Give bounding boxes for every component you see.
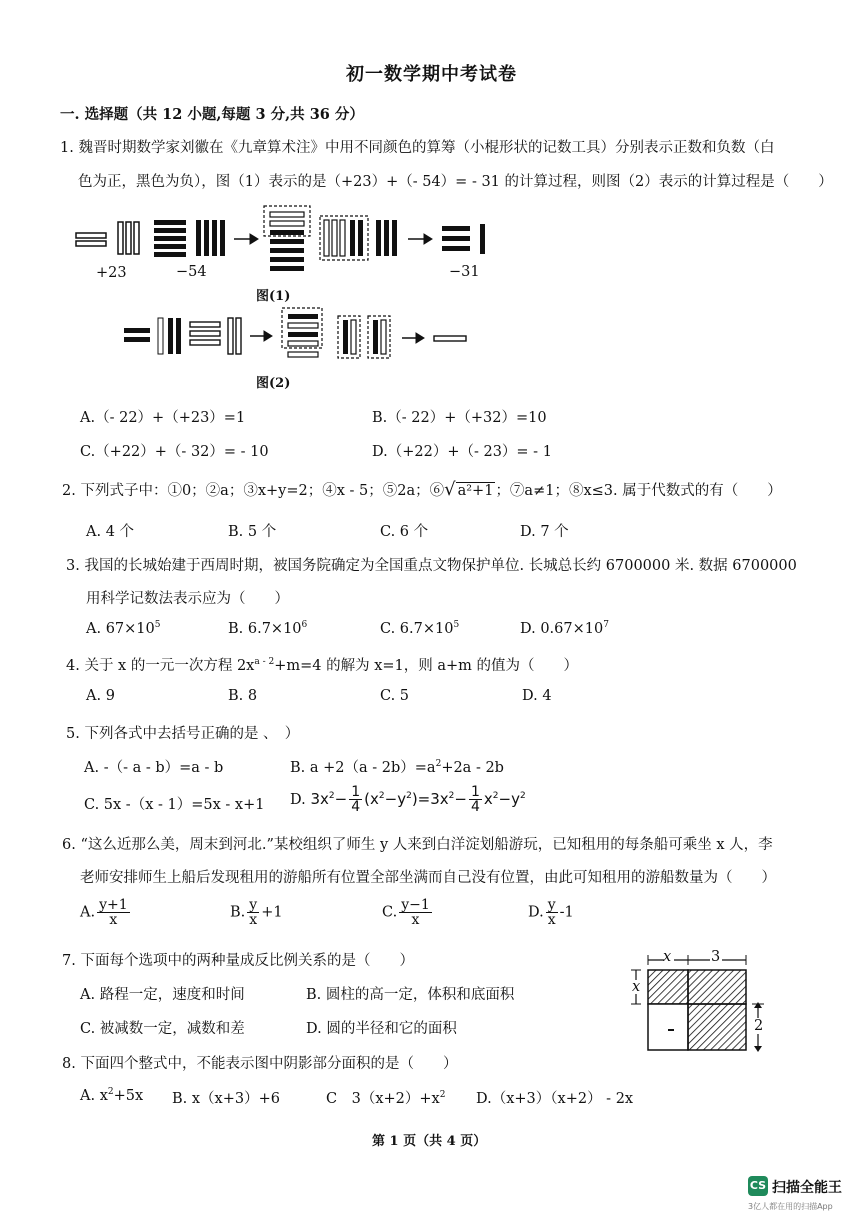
page-title: 初一数学期中考试卷 [346, 64, 517, 85]
q4-option-d[interactable]: D. 4 [522, 688, 552, 704]
q6-b-label: B. [230, 904, 246, 921]
q5-d-frac-num: 1 [351, 784, 361, 800]
q8-a-pre: A. x [80, 1087, 108, 1104]
rods-group-a [124, 318, 181, 354]
scanner-watermark [748, 1176, 858, 1220]
q5-d-e3: 2 [406, 791, 412, 801]
q6-a-label: A. [80, 904, 96, 921]
q6-stem-line1: 6. “这么近那么美，周末到河北.”某校组织了师生 y 人来到白洋淀划船游玩，已知租用的每条船可乘坐 x 人，李 [62, 837, 773, 853]
q3-stem-line2: 用科学记数法表示应为（ ） [86, 591, 289, 607]
q4-stem [66, 654, 578, 675]
area-diagram [626, 950, 776, 1060]
q5-d-p6: − [454, 790, 467, 808]
q4-option-a[interactable]: A. 9 [86, 688, 115, 704]
q4-option-c[interactable]: C. 5 [380, 688, 410, 704]
q6-a-fraction [97, 898, 130, 927]
arrow-icon [250, 331, 272, 341]
figure-label-right-2: 2 [754, 1018, 764, 1034]
q6-option-d[interactable] [528, 898, 574, 927]
q2-stem-post: ；⑦a≠1；⑧x≤3. 属于代数式的有（ ） [495, 483, 782, 499]
sqrt-icon: √ [444, 479, 456, 500]
q8-option-a[interactable] [80, 1087, 143, 1104]
q5-d-frac2-den: 4 [470, 799, 480, 815]
q3-option-a-exp: 5 [154, 620, 161, 630]
q5-d-frac2-num: 1 [470, 784, 480, 800]
q6-d-label: D. [528, 904, 544, 921]
q6-b-fraction [247, 898, 259, 927]
q6-option-c[interactable] [382, 898, 434, 927]
q1-option-d[interactable]: D.（+22）+（- 23）= - 1 [372, 444, 552, 460]
q4-stem-post: +m=4 的解为 x=1，则 a+m 的值为（ ） [274, 658, 579, 674]
fig1-label-negative-31: −31 [449, 264, 480, 280]
camscanner-logo-icon: CS [748, 1176, 768, 1196]
q5-d-e6: 2 [519, 791, 526, 801]
q5-d-frac-den: 4 [351, 799, 361, 815]
fig1-label-positive-23: +23 [96, 265, 127, 281]
q3-option-c-exp: 5 [453, 620, 460, 630]
q5-option-b[interactable] [290, 756, 504, 777]
figure-label-top-3: 3 [711, 949, 721, 965]
q8-a-post: +5x [113, 1087, 144, 1104]
q8-option-c[interactable] [326, 1087, 445, 1108]
q5-option-a[interactable]: A. -（- a - b）=a - b [84, 760, 224, 776]
q7-option-b[interactable]: B. 圆柱的高一定，体积和底面积 [306, 987, 515, 1003]
q2-option-c[interactable]: C. 6 个 [380, 524, 429, 540]
q5-d-e4: 2 [448, 791, 455, 801]
q8-stem: 8. 下面四个整式中，不能表示图中阴影部分面积的是（ ） [62, 1056, 458, 1072]
figure-label-top-x: x [663, 949, 672, 965]
q3-option-b[interactable] [228, 620, 307, 637]
q6-d-num: y [547, 897, 556, 913]
q5-stem: 5. 下列各式中去括号正确的是 、 ） [66, 726, 300, 742]
q5-option-d[interactable] [290, 785, 526, 814]
q6-b-den: x [249, 912, 258, 928]
page-footer: 第 1 页（共 4 页） [372, 1134, 487, 1149]
q2-option-d[interactable]: D. 7 个 [520, 524, 569, 540]
scanner-app-name: 扫描全能王 [772, 1180, 842, 1196]
q2-sqrt-content: a²+1 [457, 483, 494, 499]
q6-b-num: y [249, 897, 258, 913]
rods-negative-54 [154, 220, 225, 257]
q3-option-a-base: A. 67×10 [86, 620, 155, 637]
q4-option-b[interactable]: B. 8 [228, 688, 258, 704]
q6-c-num: y−1 [401, 897, 430, 913]
q4-exponent: a - 2 [254, 657, 275, 668]
q6-b-tail: +1 [261, 904, 283, 921]
fig1-caption: 图(1) [256, 289, 291, 304]
q8-a-exp: 2 [107, 1087, 114, 1097]
q6-d-fraction [546, 898, 558, 927]
q2-option-b[interactable]: B. 5 个 [228, 524, 277, 540]
q5-d-p5: )=3x [411, 790, 449, 808]
rods-combination-1 [264, 206, 397, 271]
q1-option-a[interactable]: A.（- 22）+（+23）=1 [80, 410, 246, 426]
q5-d-fraction-2 [469, 785, 482, 814]
q1-stem-line1: 1. 魏晋时期数学家刘徽在《九章算术注》中用不同颜色的算筹（小棍形状的记数工具）分别表示正数和负数（白 [60, 140, 775, 156]
q6-option-a[interactable] [80, 898, 132, 927]
q1-stem-line2: 色为正，黑色为负），图（1）表示的是（+23）+（- 54）= - 31 的计算过程，则图（2）表示的计算过程是（ ） [78, 174, 833, 190]
q6-c-den: x [411, 912, 420, 928]
q3-option-b-exp: 6 [301, 620, 308, 630]
fig1-label-negative-54: −54 [176, 264, 207, 280]
q3-option-d-exp: 7 [603, 620, 609, 630]
figure-label-left-x: x [632, 979, 641, 995]
q6-a-den: x [109, 912, 118, 928]
q3-option-b-base: B. 6.7×10 [228, 620, 302, 637]
rods-group-b [190, 318, 241, 354]
q2-option-a[interactable]: A. 4 个 [86, 524, 135, 540]
q6-c-label: C. [382, 904, 398, 921]
q3-option-c-base: C. 6.7×10 [380, 620, 454, 637]
q5-option-c[interactable]: C. 5x -（x - 1）=5x - x+1 [84, 797, 265, 813]
q2-stem-pre: 2. 下列式子中：①0；②a；③x+y=2；④x - 5；⑤2a；⑥ [62, 483, 445, 499]
rods-positive-23 [76, 222, 139, 254]
q3-option-d[interactable] [520, 620, 609, 637]
q3-option-a[interactable] [86, 620, 160, 637]
rods-combination-2 [282, 308, 390, 358]
q6-c-fraction [399, 898, 432, 927]
arrow-icon [402, 333, 424, 343]
q5-d-p8: −y [498, 790, 520, 808]
q5-d-p3: (x [364, 790, 379, 808]
q7-option-c[interactable]: C. 被减数一定，减数和差 [80, 1021, 245, 1037]
q6-d-den: x [547, 912, 556, 928]
q5-d-e2: 2 [378, 791, 385, 801]
rods-result-31 [442, 224, 485, 254]
q6-option-b[interactable] [230, 898, 283, 927]
q7-option-a[interactable]: A. 路程一定，速度和时间 [80, 987, 245, 1003]
q1-option-c[interactable]: C.（+22）+（- 32）= - 10 [80, 444, 269, 460]
q3-option-d-base: D. 0.67×10 [520, 620, 604, 637]
q2-stem [62, 479, 782, 500]
q3-option-c[interactable] [380, 620, 459, 637]
q8-option-d[interactable]: D.（x+3）（x+2） - 2x [476, 1091, 634, 1107]
q5-d-label: D. [290, 792, 306, 808]
q5-b-post: +2a - 2b [441, 760, 504, 776]
q5-b-exp: 2 [435, 759, 442, 770]
q5-d-e5: 2 [492, 791, 499, 801]
q5-d-p2: − [334, 790, 348, 808]
fig2-caption: 图(2) [256, 376, 291, 391]
counting-rods-figure-2 [118, 300, 478, 375]
q7-option-d[interactable]: D. 圆的半径和它的面积 [306, 1021, 457, 1037]
q8-c-exp: 2 [439, 1090, 446, 1101]
q5-d-p7: x [483, 790, 493, 808]
q8-c-pre: C 3（x+2）+x [326, 1091, 440, 1107]
q6-d-tail: -1 [559, 904, 574, 921]
q5-d-p1: 3x [310, 790, 329, 808]
q7-stem: 7. 下面每个选项中的两种量成反比例关系的是（ ） [62, 953, 414, 969]
q5-d-p4: −y [384, 790, 407, 808]
q6-stem-line2: 老师安排师生上船后发现租用的游船所有位置全部坐满而自己没有位置，由此可知租用的游船数量为（ ） [80, 870, 776, 886]
q5-b-pre: B. a +2（a - 2b）=a [290, 760, 436, 776]
q1-option-b[interactable]: B.（- 22）+（+32）=10 [372, 410, 547, 426]
arrow-icon [408, 234, 432, 244]
q4-stem-pre: 4. 关于 x 的一元一次方程 2x [66, 658, 255, 674]
q6-a-num: y+1 [99, 897, 128, 913]
section-heading: 一. 选择题（共 12 小题,每题 3 分,共 36 分） [60, 106, 364, 123]
arrow-icon [234, 234, 258, 244]
counting-rods-figure-1 [70, 200, 500, 290]
rods-result-figure-2 [434, 336, 466, 341]
q8-option-b[interactable]: B. x（x+3）+6 [172, 1091, 280, 1107]
q5-d-fraction [349, 785, 362, 814]
q3-stem-line1: 3. 我国的长城始建于西周时期，被国务院确定为全国重点文物保护单位. 长城总长约 6700000 米. 数据 6700000 [66, 558, 797, 574]
q5-d-e1: 2 [328, 791, 335, 801]
scanner-app-tagline: 3亿人都在用的扫描App [748, 1202, 833, 1211]
